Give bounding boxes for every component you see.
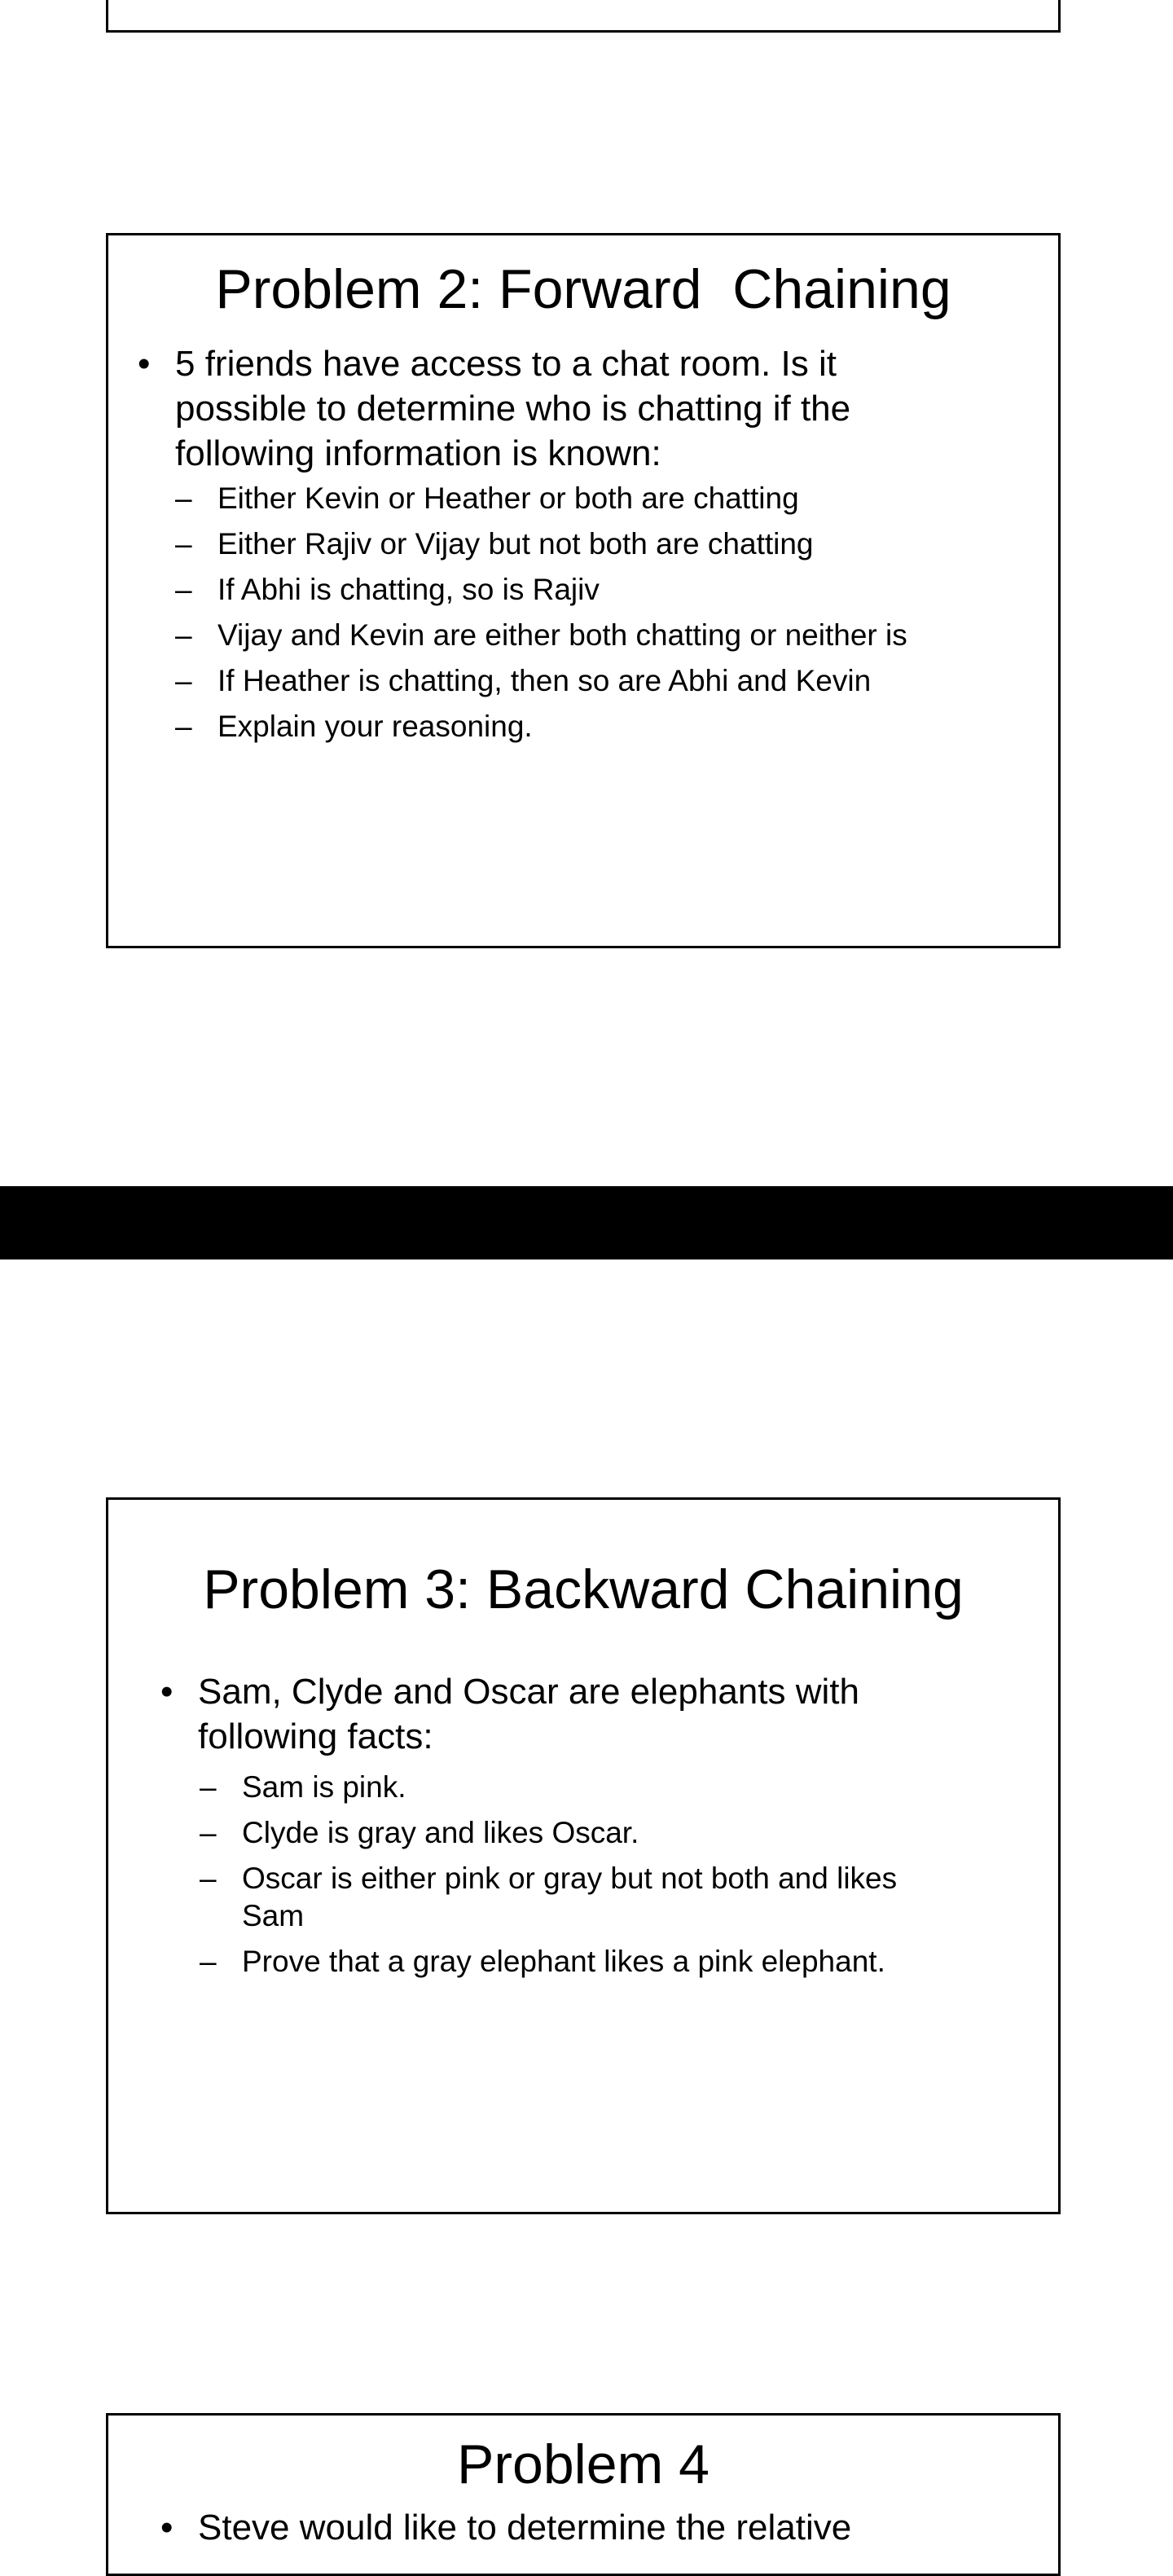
- dash-icon: –: [200, 1770, 217, 1804]
- sub-bullet-item: [198, 1943, 964, 1980]
- slide-problem-3: [106, 1497, 1061, 2214]
- sub-bullet-text: Prove that a gray elephant likes a pink elephant.: [242, 1945, 885, 1978]
- slide-title: Problem 2: Forward Chaining: [215, 258, 951, 320]
- dash-icon: –: [175, 710, 192, 743]
- bullet-icon: •: [160, 1672, 174, 1712]
- sub-bullet-text: Sam is pink.: [242, 1770, 406, 1804]
- slide-title: Problem 4: [457, 2433, 710, 2495]
- sub-bullet-item: [174, 480, 1037, 517]
- slide-problem-2: [106, 233, 1061, 948]
- sub-bullet-item: [174, 708, 1037, 745]
- dash-icon: –: [200, 1945, 217, 1978]
- bullet-text: 5 friends have access to a chat room. Is it possible to determine who is chatting if the following information is known:: [175, 344, 851, 473]
- sub-bullet-item: [198, 1814, 964, 1852]
- bullet-icon: •: [138, 344, 151, 384]
- sub-bullet-item: [174, 617, 1037, 654]
- sub-bullet-list: [198, 1769, 964, 1989]
- bullet-icon: •: [160, 2508, 174, 2547]
- sub-bullet-text: Clyde is gray and likes Oscar.: [242, 1816, 639, 1849]
- sub-bullet-text: Explain your reasoning.: [217, 710, 533, 743]
- bullet-text: Steve would like to determine the relative: [198, 2508, 852, 2547]
- dash-icon: –: [200, 1862, 217, 1895]
- sub-bullet-item: [198, 1860, 964, 1935]
- sub-bullet-text: Vijay and Kevin are either both chatting or neither is: [217, 618, 907, 652]
- dash-icon: –: [200, 1816, 217, 1849]
- sub-bullet-text: Either Kevin or Heather or both are chatting: [217, 481, 799, 515]
- page-separator-bar: [0, 1186, 1173, 1259]
- sub-bullet-list: [174, 480, 1037, 754]
- bullet-text: Sam, Clyde and Oscar are elephants with following facts:: [198, 1672, 859, 1756]
- sub-bullet-item: [174, 571, 1037, 609]
- sub-bullet-item: [174, 662, 1037, 700]
- dash-icon: –: [175, 481, 192, 515]
- dash-icon: –: [175, 618, 192, 652]
- sub-bullet-text: If Abhi is chatting, so is Rajiv: [217, 573, 600, 606]
- slide-problem-4: [106, 2413, 1061, 2576]
- sub-bullet-text: Oscar is either pink or gray but not both and likes Sam: [242, 1862, 898, 1932]
- dash-icon: –: [175, 573, 192, 606]
- slide-title: Problem 3: Backward Chaining: [203, 1558, 964, 1620]
- dash-icon: –: [175, 527, 192, 560]
- sub-bullet-text: If Heather is chatting, then so are Abhi and Kevin: [217, 664, 872, 697]
- sub-bullet-item: [174, 525, 1037, 563]
- sub-bullet-item: [198, 1769, 964, 1806]
- sub-bullet-text: Either Rajiv or Vijay but not both are chatting: [217, 527, 814, 560]
- previous-slide-frame: [106, 0, 1061, 33]
- dash-icon: –: [175, 664, 192, 697]
